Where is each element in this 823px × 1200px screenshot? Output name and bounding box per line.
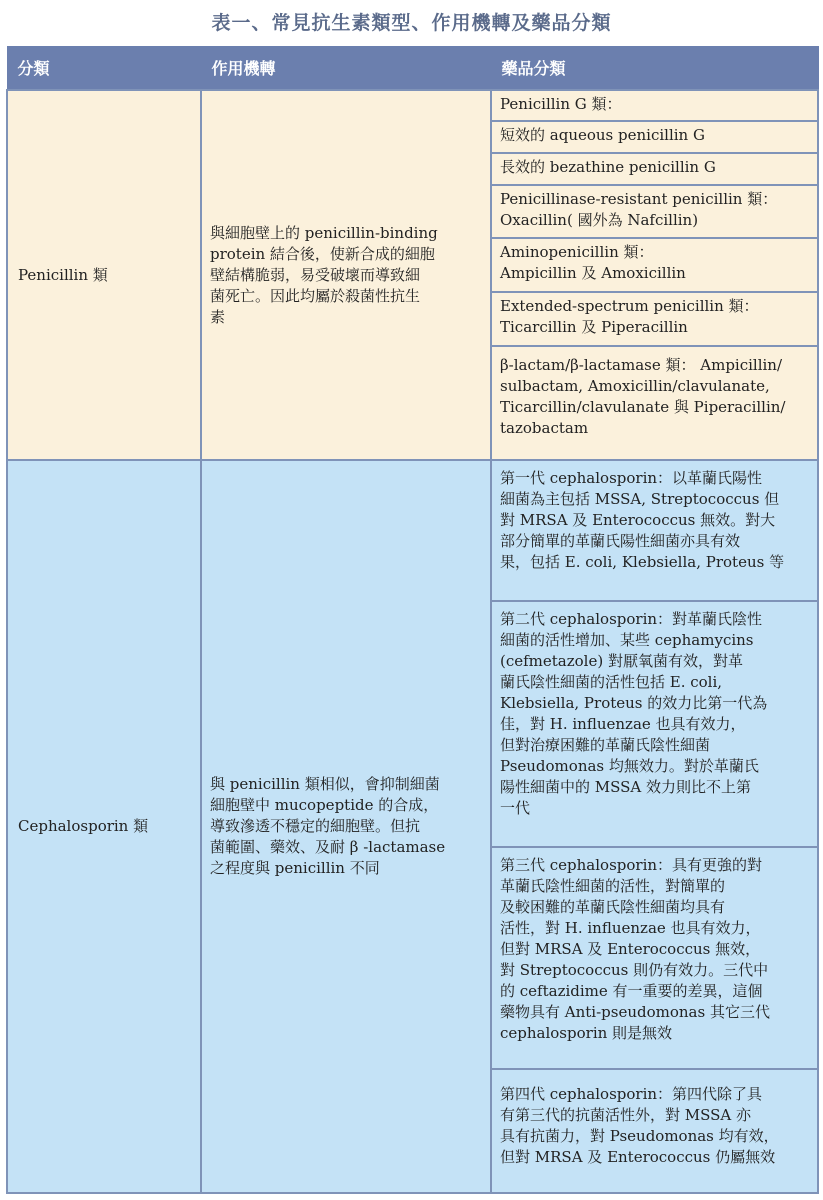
drug-line: sulbactam, Amoxicillin/clavulanate, [500,377,770,395]
drug-line: 及較困難的革蘭氏陰性細菌均具有 [500,898,726,916]
drug-line: 但對治療困難的革蘭氏陰性細菌 [500,736,711,754]
drug-line: 對 Streptococcus 則仍有效力。三代中 [500,961,769,979]
category-cell: Penicillin 類 [7,90,201,460]
drug-line: 蘭氏陰性細菌的活性包括 E. coli, [500,673,723,691]
mechanism-line: 之程度與 penicillin 不同 [210,859,380,877]
drug-line: 果，包括 E. coli, Klebsiella, Proteus 等 [500,553,785,571]
mechanism-line: 菌範圍、藥效、及耐 β -lactamase [210,838,446,856]
drug-item [492,154,817,186]
drug-item [492,461,817,602]
drug-item [492,239,817,293]
drug-line: 有第三代的抗菌活性外，對 MSSA 亦 [500,1106,752,1124]
drug-line: 但對 MRSA 及 Enterococcus 無效， [500,940,761,958]
drug-line: cephalosporin 則是無效 [500,1024,673,1042]
drug-line: tazobactam [500,419,589,437]
drug-line: 但對 MRSA 及 Enterococcus 仍屬無效 [500,1148,776,1166]
mechanism-line: protein 結合後，使新合成的細胞 [210,244,435,263]
drug-line: 藥物具有 Anti-pseudomonas 其它三代 [500,1003,770,1021]
header-row [7,47,818,91]
mechanism-line: 素 [210,307,226,326]
drug-line: Oxacillin( 國外為 Nafcillin) [500,211,699,229]
mechanism-line: 導致滲透不穩定的細胞壁。但抗 [210,817,421,835]
drug-line: β-lactam/β-lactamase 類： Ampicillin/ [500,356,783,374]
table-title: 表一、常見抗生素類型、作用機轉及藥品分類 [211,12,612,34]
drug-line: Penicillin G 類： [500,95,622,113]
drug-line: 對 MRSA 及 Enterococcus 無效。對大 [500,511,776,529]
drug-line: 第四代 cephalosporin：第四代除了具 [500,1085,763,1103]
drug-item [492,1070,817,1192]
header-mechanism: 作用機轉 [201,47,491,91]
drugs-cell [491,460,818,1193]
category-cell: Cephalosporin 類 [7,460,201,1193]
drug-item [492,122,817,154]
drug-line: Aminopenicillin 類： [500,243,654,261]
drug-line: 第一代 cephalosporin：以革蘭氏陽性 [500,469,763,487]
drug-line: 陽性細菌中的 MSSA 效力則比不上第 [500,778,752,796]
drug-line: (cefmetazole) 對厭氧菌有效，對革 [500,652,743,670]
antibiotics-table [6,46,819,1194]
header-drugs: 藥品分類 [491,47,818,91]
drug-line: Klebsiella, Proteus 的效力比第一代為 [500,694,768,712]
drug-item [492,186,817,239]
drug-line: 長效的 bezathine penicillin G [500,158,716,176]
drug-line: Pseudomonas 均無效力。對於革蘭氏 [500,757,759,775]
drug-line: 部分簡單的革蘭氏陽性細菌亦具有效 [500,532,741,550]
drug-line: 第二代 cephalosporin：對革蘭氏陰性 [500,610,763,628]
drug-line: 的 ceftazidime 有一重要的差異，這個 [500,982,763,1000]
drug-line: 細菌的活性增加、某些 cephamycins [500,631,754,649]
drug-item [492,347,817,459]
mechanism-line: 與 penicillin 類相似，會抑制細菌 [210,775,440,793]
drugs-cell [491,90,818,460]
table-row-cephalosporin [7,460,818,1193]
drug-line: Ticarcillin/clavulanate 與 Piperacillin/ [500,398,786,416]
drug-line: 佳，對 H. influenzae 也具有效力， [500,715,746,733]
drug-item [492,602,817,848]
drug-line: Ampicillin 及 Amoxicillin [500,264,686,282]
drug-line: 細菌為主包括 MSSA, Streptococcus 但 [500,490,780,508]
drug-line: Extended-spectrum penicillin 類： [500,297,759,315]
drug-line: 具有抗菌力，對 Pseudomonas 均有效， [500,1127,779,1145]
drug-line: 活性，對 H. influenzae 也具有效力， [500,919,761,937]
drug-item [492,848,817,1070]
mechanism-line: 壁結構脆弱，易受破壞而導致細 [210,265,421,284]
drug-line: 第三代 cephalosporin：具有更強的對 [500,856,763,874]
table-row-penicillin [7,90,818,460]
mechanism-cell [201,90,491,460]
drug-item [492,293,817,347]
mechanism-line: 細胞壁中 mucopeptide 的合成， [210,796,439,814]
mechanism-line: 菌死亡。因此均屬於殺菌性抗生 [210,286,421,305]
drug-line: Ticarcillin 及 Piperacillin [500,318,688,336]
drug-line: 一代 [500,799,531,817]
drug-line: Penicillinase-resistant penicillin 類： [500,190,778,208]
drug-line: 短效的 aqueous penicillin G [500,126,705,144]
header-category: 分類 [7,47,201,91]
mechanism-cell [201,460,491,1193]
drug-line: 革蘭氏陰性細菌的活性，對簡單的 [500,877,726,895]
mechanism-line: 與細胞壁上的 penicillin-binding [210,223,438,242]
drug-item [492,91,817,122]
